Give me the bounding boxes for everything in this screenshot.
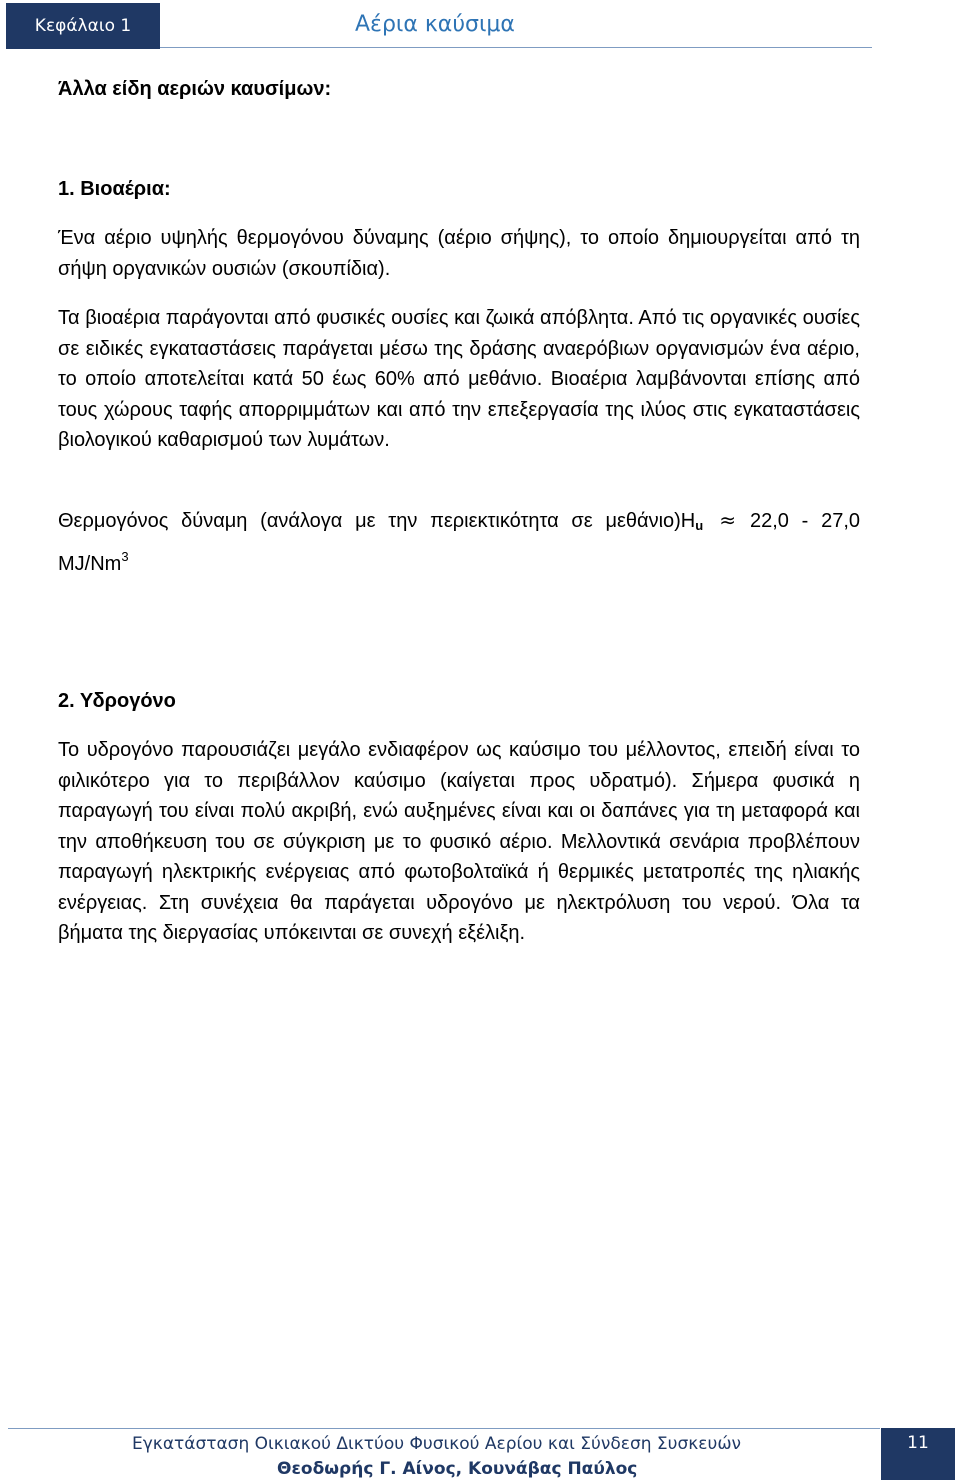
biogas-paragraph-3 (58, 505, 860, 579)
biogas-paragraph-1: Ένα αέριο υψηλής θερμογόνου δύναμης (αέριο σήψης), το οποίο δημιουργείται από τη σήψη οργανικών ουσιών (σκουπίδια). (58, 227, 860, 280)
hydrogen-heading: 2. Υδρογόνο (58, 690, 176, 712)
heating-value-subscript: u (695, 518, 704, 533)
heating-value-superscript: 3 (121, 548, 129, 564)
section-title: Άλλα είδη αεριών καυσίμων: (58, 78, 332, 100)
page-number: 11 (881, 1428, 955, 1480)
biogas-heading: 1. Βιοαέρια: (58, 178, 171, 200)
hydrogen-paragraph: Το υδρογόνο παρουσιάζει μεγάλο ενδιαφέρον ως καύσιμο του μέλλοντος, επειδή είναι το φιλικότερο για το περιβάλλον καύσιμο (καίγεται προς υδρατμό). Σήμερα φυσικά η παραγωγή του είναι πολύ ακριβή, ενώ αυξημένες είναι και οι δαπάνες για τη μεταφορά και την αποθήκευση του σε σύγκριση με το φυσικό αέριο. Μελλοντικά σενάρια προβλέπουν παραγωγή ηλεκτρικής ενέργειας από φωτοβολταϊκά ή θερμικές μετατροπές της ηλιακής ενέργειας. Στη συνέχεια θα παράγεται υδρογόνο με ηλεκτρόλυση του νερού. Όλα τα βήματα της διεργασίας υπόκεινται σε συνεχή εξέλιξη. (58, 739, 860, 944)
footer-divider (8, 1428, 880, 1429)
footer-title: Εγκατάσταση Οικιακού Δικτύου Φυσικού Αερίου και Σύνδεση Συσκευών (132, 1434, 742, 1454)
header-title: Αέρια καύσιμα (355, 12, 515, 37)
heating-value-label: Θερμογόνος δύναμη (ανάλογα με την περιεκτικότητα σε μεθάνιο)H (58, 510, 696, 532)
header-divider (160, 47, 872, 48)
biogas-paragraph-2: Τα βιοαέρια παράγονται από φυσικές ουσίες και ζωικά απόβλητα. Από τις οργανικές ουσίες σε ειδικές εγκαταστάσεις παράγεται μέσω της δράσης αναερόβιων οργανισμών ένα αέριο, το οποίο αποτελείται κατά 50 έως 60% από μεθάνιο. Βιοαέρια λαμβάνονται επίσης από τους χώρους ταφής απορριμμάτων και από την επεξεργασία της ιλύος στις εγκαταστάσεις βιολογικού καθαρισμού των λυμάτων. (58, 307, 860, 451)
chapter-tab: Κεφάλαιο 1 (6, 3, 160, 49)
footer-authors: Θεοδωρής Γ. Αίνος, Κουνάβας Παύλος (277, 1459, 638, 1479)
heating-value-range: 22,0 - 27,0 MJ/Nm (58, 510, 860, 575)
approx-symbol: ≈ (719, 508, 736, 532)
